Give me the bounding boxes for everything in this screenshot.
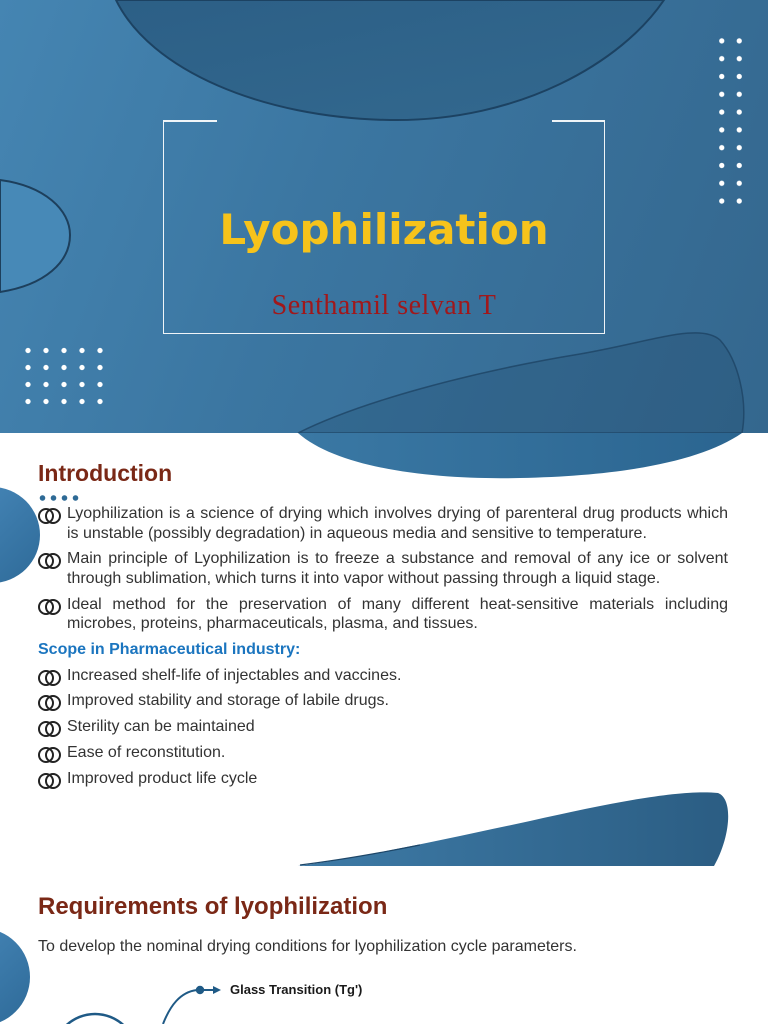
bullet-text: Improved product life cycle [67,769,258,787]
diagram-label: Glass Transition (Tg') [230,982,363,997]
double-circle-icon [38,599,58,611]
list-item [38,691,728,711]
double-circle-icon [38,747,58,759]
left-circle-shape [0,487,40,583]
top-blob-shape [116,0,664,120]
bullet-text: Lyophilization is a science of drying which involves drying of parenteral drug products which is unstable (possibly degradation) in aqueous media and sensitive to temperature. [67,505,728,542]
double-circle-icon [38,670,58,682]
introduction-content [38,504,728,794]
scope-bullet-list [38,666,728,789]
bottom-right-blob-shape [298,333,744,433]
title-slide [0,0,768,433]
slide-heading: Introduction [38,460,173,486]
bullet-text: Increased shelf-life of injectables and vaccines. [67,666,402,684]
double-circle-icon [38,553,58,565]
presentation-title: Lyophilization [219,205,549,254]
list-item [38,743,728,763]
intro-bullet-list [38,504,728,634]
bullet-text: Ease of reconstitution. [67,743,226,761]
diagram-connector-line [163,990,197,1024]
bottom-right-leaf-shape [298,792,728,866]
dot-grid-bottom-left [19,342,109,410]
list-item [38,666,728,686]
list-item [38,549,728,588]
bullet-text: Improved stability and storage of labile drugs. [67,692,389,710]
double-circle-icon [38,773,58,785]
list-item [38,595,728,634]
author-name: Senthamil selvan T [271,290,497,321]
slide-heading: Requirements of lyophilization [38,893,388,920]
left-circle-shape [0,928,30,1024]
requirements-text: To develop the nominal drying conditions for lyophilization cycle parameters. [38,938,577,955]
bullet-text: Sterility can be maintained [67,718,255,735]
introduction-slide [0,433,768,866]
diagram-circle-outline [53,1014,137,1024]
bullet-text: Main principle of Lyophilization is to freeze a substance and removal of any ice or solvent through sublimation, which turns it into vapor without passing through a liquid stage. [67,550,728,587]
arrow-right-icon [200,986,221,994]
scope-subheading: Scope in Pharmaceutical industry: [38,640,301,658]
list-item [38,717,728,737]
double-circle-icon [38,695,58,707]
heading-dots-decoration [37,493,81,503]
double-circle-icon [38,721,58,733]
double-circle-icon [38,508,58,520]
list-item [38,769,728,789]
overflow-blob-shape [298,433,742,478]
bullet-text: Ideal method for the preservation of many different heat-sensitive materials including microbes, proteins, pharmaceuticals, plasma, and tissues. [67,595,728,632]
list-item [38,504,728,543]
requirements-slide [0,866,768,1024]
dot-grid-top-right [713,32,748,210]
